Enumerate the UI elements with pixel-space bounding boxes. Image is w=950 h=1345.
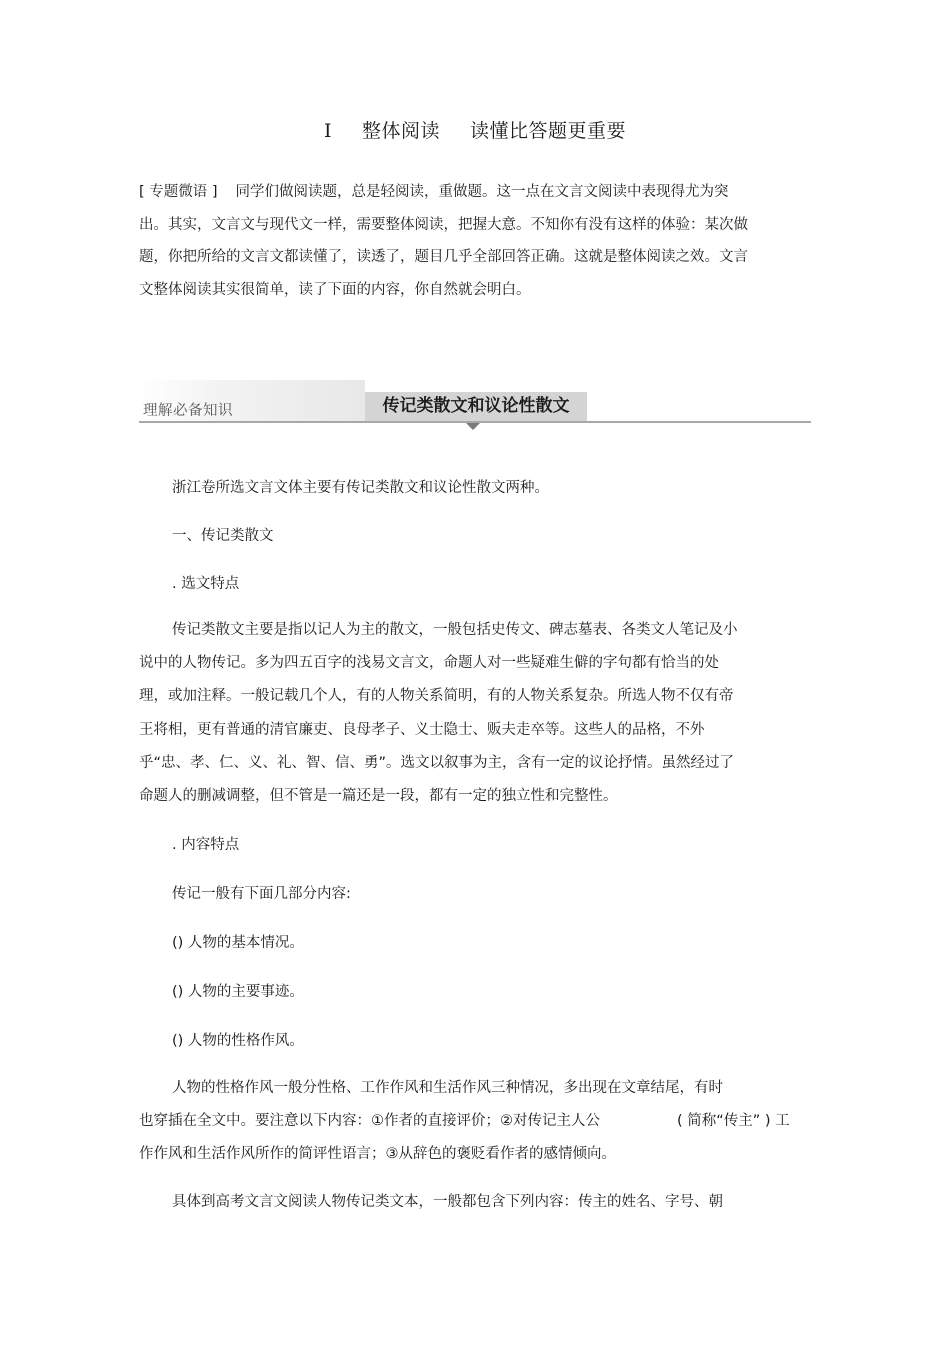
banner-left-label: 理解必备知识 [143,403,233,419]
heading-biography: 一、传记类散文 [172,528,274,544]
intro-text: 同学们做阅读题，总是轻阅读，重做题。这一点在文言文阅读中表现得尤为突出。其实，文言文与现代文一样，需要整体阅读，把握大意。不知你有没有这样的体验：某次做题，你把所给的文言文都读懂了，读透了，题目几乎全部回答正确。这就是整体阅读之效。文言文整体阅读其实很简单，读了下面的内容，你自然就会明白。 [139,184,748,298]
paragraph-exam-content: 具体到高考文言文阅读人物传记类文本，一般都包含下列内容：传主的姓名、字号、朝 [172,1194,723,1210]
subheading-content-features: . 内容特点 [172,837,240,853]
topic-tag: [ 专题微语 ] [139,184,218,200]
paragraph-line: 也穿插在全文中。要注意以下内容：①作者的直接评价；②对传记主人公 [139,1113,600,1129]
paragraph-line: 人物的性格作风一般分性格、工作作风和生活作风三种情况，多出现在文章结尾，有时 [172,1080,723,1096]
intro-paragraph [139,176,751,306]
section-number: I [323,120,332,142]
list-item: () 人物的性格作风。 [172,1033,304,1049]
list-item: () 人物的主要事迹。 [172,984,304,1000]
paragraph-overview: 浙江卷所选文言文体主要有传记类散文和议论性散文两种。 [172,480,549,496]
title-part-1: 整体阅读 [361,120,440,142]
section-title [0,116,950,143]
list-item: () 人物的基本情况。 [172,935,304,951]
banner-center-label: 传记类散文和议论性散文 [365,392,587,421]
paragraph-line-note: ( 简称“传主” ) 工 [677,1113,790,1129]
banner-pointer-icon [466,423,480,430]
paragraph-line: 作作风和生活作风所作的简评性语言；③从辞色的褒贬看作者的感情倾向。 [139,1146,616,1162]
title-part-2: 读懂比答题更重要 [470,120,627,142]
knowledge-banner [139,380,811,424]
paragraph-content-intro: 传记一般有下面几部分内容: [172,886,351,902]
paragraph-biography-description: 传记类散文主要是指以记人为主的散文，一般包括史传文、碑志墓表、各类文人笔记及小说中的人物传记。多为四五百字的浅易文言文，命题人对一些疑难生僻的字句都有恰当的处理，或加注释。一般记载几个人，有的人物关系简明，有的人物关系复杂。所选人物不仅有帝王将相，更有普通的清官廉吏、良母孝子、义士隐士、贩夫走卒等。这些人的品格，不外乎“忠、孝、仁、义、礼、智、信、勇”。选文以叙事为主，含有一定的议论抒情。虽然经过了命题人的删减调整，但不管是一篇还是一段，都有一定的独立性和完整性。 [139,622,738,805]
subheading-selection-features: . 选文特点 [172,576,240,592]
